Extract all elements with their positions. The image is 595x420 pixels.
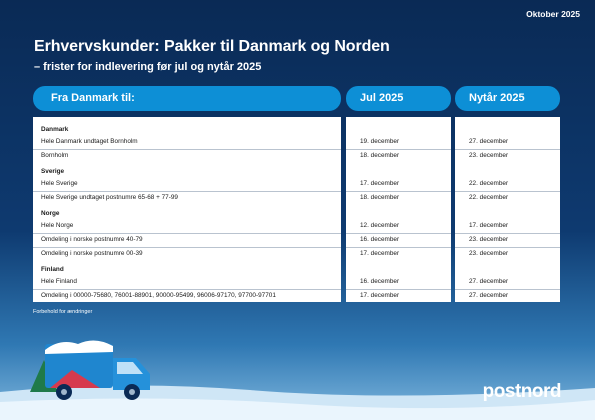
delivery-truck-illustration <box>0 330 595 420</box>
country-heading: Norge <box>41 210 60 217</box>
jul-deadline-cell: 16. december <box>346 233 451 248</box>
jul-deadline-column <box>346 117 451 302</box>
destination-cell: Omdeling i norske postnumre 40-79 <box>33 233 341 248</box>
destination-cell: Bornholm <box>41 152 69 159</box>
page-subtitle: – frister for indlevering før jul og nytår 2025 <box>34 61 262 73</box>
jul-deadline-cell: 18. december <box>360 152 400 159</box>
destination-cell: Omdeling i 00000-75680, 76001-88901, 90000-95499, 96006-97170, 97700-97701 <box>41 292 276 299</box>
destination-cell: Hele Sverige <box>33 177 341 192</box>
jul-deadline-cell: 17. december <box>346 177 451 192</box>
jul-deadline-cell: 18. december <box>360 194 400 201</box>
destination-cell: Hele Norge <box>33 219 341 234</box>
destination-cell: Hele Danmark undtaget Bornholm <box>33 135 341 150</box>
header-jul: Jul 2025 <box>346 86 451 111</box>
nytaar-deadline-cell: 27. december <box>469 292 509 299</box>
issue-date: Oktober 2025 <box>526 9 580 19</box>
postnord-logo: postnord <box>482 381 561 402</box>
nytaar-deadline-cell: 27. december <box>455 275 560 290</box>
destination-cell: Hele Sverige undtaget postnumre 65-68 + 77-99 <box>41 194 178 201</box>
nytaar-deadline-cell: 17. december <box>455 219 560 234</box>
jul-deadline-cell: 12. december <box>346 219 451 234</box>
destination-column <box>33 117 341 302</box>
jul-deadline-cell: 19. december <box>346 135 451 150</box>
page-title: Erhvervskunder: Pakker til Danmark og Norden <box>34 38 390 55</box>
nytaar-deadline-column <box>455 117 560 302</box>
nytaar-deadline-cell: 27. december <box>455 135 560 150</box>
destination-cell: Hele Finland <box>33 275 341 290</box>
country-heading: Sverige <box>41 168 65 175</box>
nytaar-deadline-cell: 23. december <box>469 250 509 257</box>
nytaar-deadline-cell: 22. december <box>469 194 509 201</box>
country-heading: Finland <box>41 266 64 273</box>
jul-deadline-cell: 17. december <box>360 292 400 299</box>
jul-deadline-cell: 16. december <box>346 275 451 290</box>
header-destination: Fra Danmark til: <box>33 86 341 111</box>
jul-deadline-cell: 17. december <box>360 250 400 257</box>
disclaimer-note: Forbehold for ændringer <box>33 309 93 315</box>
nytaar-deadline-cell: 23. december <box>469 152 509 159</box>
country-heading: Danmark <box>41 126 69 133</box>
header-nytaar: Nytår 2025 <box>455 86 560 111</box>
destination-cell: Omdeling i norske postnumre 00-39 <box>41 250 143 257</box>
nytaar-deadline-cell: 23. december <box>455 233 560 248</box>
nytaar-deadline-cell: 22. december <box>455 177 560 192</box>
